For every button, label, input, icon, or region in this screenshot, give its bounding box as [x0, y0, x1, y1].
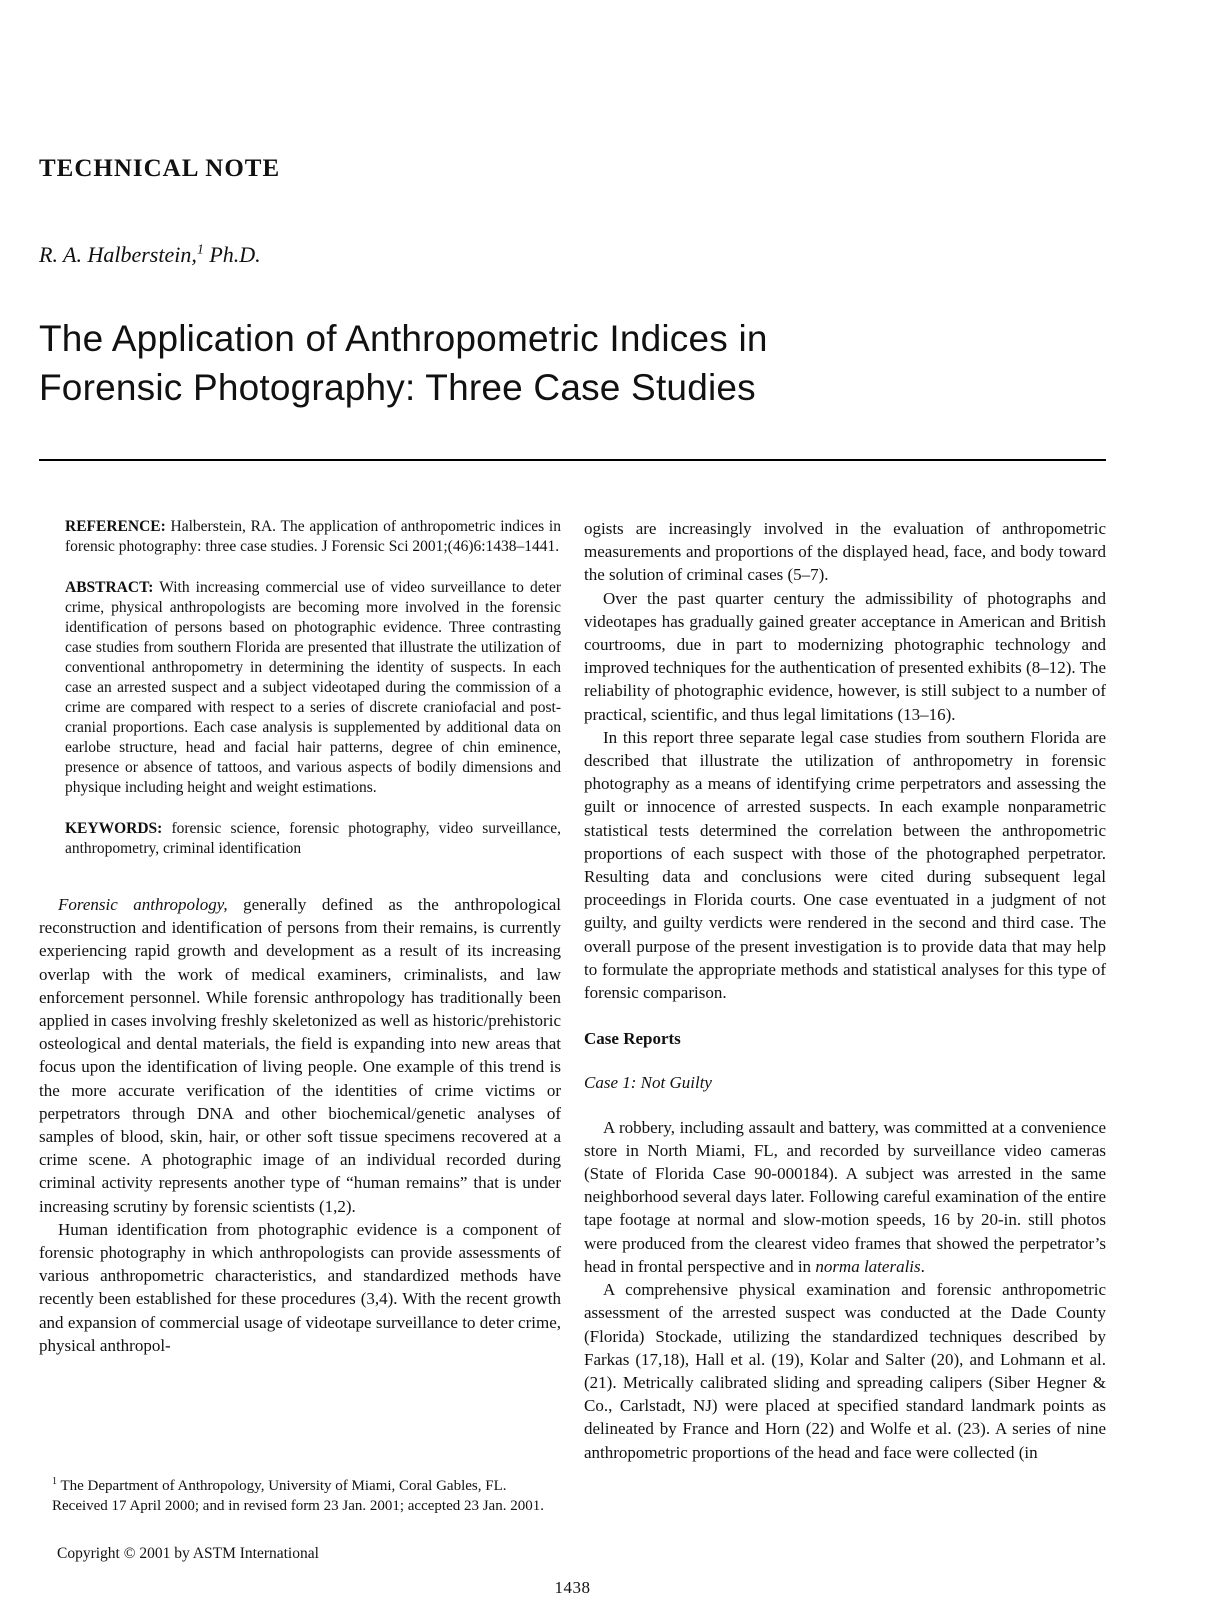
case-reports-heading: Case Reports [584, 1029, 681, 1049]
article-title-line-1: The Application of Anthropometric Indices in [39, 318, 768, 359]
footnote-marker: 1 [52, 1476, 57, 1487]
masthead [39, 155, 1106, 461]
author-footnote-marker: 1 [196, 242, 204, 258]
keywords-text: forensic science, forensic photography, video surveillance, anthropometry, criminal identification [65, 820, 561, 857]
body-paragraph-intro-text: generally defined as the anthropological reconstruction and identification of persons from their remains, is currently experiencing rapid growth and development as a result of its increasing overlap with the work of medical examiners, criminalists, and law enforcement personnel. While forensic anthropology has traditionally been applied in cases involving freshly skeletonized as well as historic/prehistoric osteological and dental materials, the field is expanding into new areas that focus upon the identification of living people. One example of this trend is the more accurate verification of the identities of crime victims or perpetrators through DNA and other biochemical/genetic analyses of samples of blood, skin, hair, or other soft tissue specimens recovered at a crime scene. A photographic image of an individual recorded during criminal activity represents another type of “human remains” that is under increasing scrutiny by forensic scientists (1,2). [39, 895, 561, 1216]
copyright-line: Copyright © 2001 by ASTM International [57, 1545, 319, 1562]
abstract-text: With increasing commercial use of video surveillance to deter crime, physical anthropologists are becoming more involved in the forensic identification of persons based on photographic evidence. Three contrasting case studies from southern Florida are presented that illustrate the utilization of conventional anthropometry in determining the identity of suspects. In each case an arrested suspect and a subject videotaped during the commission of a crime are compared with respect to a series of discrete craniofacial and post-cranial proportions. Each case analysis is supplemented by additional data on earlobe structure, head and facial hair patterns, degree of chin eminence, presence or absence of tattoos, and various aspects of bodily dimensions and physique including height and weight estimations. [65, 579, 561, 796]
reference-label: REFERENCE: [65, 518, 166, 535]
abstract-label: ABSTRACT: [65, 579, 154, 596]
reference-text: Halberstein, RA. The application of anthropometric indices in forensic photography: three case studies. J Forensic Sci 2001;(46)6:1438–1441. [65, 518, 561, 555]
body-paragraph-intro [39, 893, 561, 1218]
author-line [39, 242, 1106, 268]
two-column-body [39, 517, 1106, 1464]
body-paragraph-4: In this report three separate legal case studies from southern Florida are described that illustrate the utilization of anthropometry in forensic photography as a means of identifying crime perpetrators and assessing the guilt or innocence of arrested suspects. In each example nonparametric statistical tests determined the correlation between the anthropometric proportions of each suspect with those of the photographed perpetrator. Resulting data and conclusions were cited during subsequent legal proceedings in Florida courts. One case eventuated in a judgment of not guilty, and guilty verdicts were rendered in the second and third case. The overall purpose of the present investigation is to provide data that may help to formulate the appropriate methods and statistical analyses for this type of forensic comparison. [584, 727, 1106, 1003]
latin-term-italic: norma lateralis [815, 1256, 921, 1276]
body-paragraph-2: Human identification from photographic evidence is a component of forensic photography in which anthropologists can provide assessments of various anthropometric characteristics, and standardized methods have recently been established for these procedures (3,4). With the recent growth and expansion of commercial usage of videotape surveillance to deter crime, physical anthropol- [39, 1219, 561, 1355]
title-divider-rule [39, 459, 1106, 461]
front-matter [65, 517, 561, 859]
body-paragraph-5-end: . [920, 1256, 925, 1276]
author-degree: Ph.D. [203, 242, 261, 267]
author-footnote [39, 1477, 561, 1516]
reference-block [65, 517, 561, 557]
right-column [584, 517, 1106, 1464]
keywords-label: KEYWORDS: [65, 820, 163, 837]
body-paragraph-2-continuation: ogists are increasingly involved in the evaluation of anthropometric measurements and proportions of the displayed head, face, and body toward the solution of criminal cases (5–7). [584, 519, 1106, 585]
keywords-block [65, 819, 561, 859]
article-title-line-2: Forensic Photography: Three Case Studies [39, 367, 756, 408]
page-number: 1438 [554, 1578, 591, 1597]
footnote-affiliation-text: The Department of Anthropology, University of Miami, Coral Gables, FL. [57, 1478, 507, 1494]
article-title [39, 314, 1106, 412]
section-label: TECHNICAL NOTE [39, 155, 281, 182]
abstract-block [65, 578, 561, 798]
body-paragraph-6: A comprehensive physical examination and forensic anthropometric assessment of the arrested suspect was conducted at the Dade County (Florida) Stockade, utilizing the standardized techniques described by Farkas (17,18), Hall et al. (19), Kolar and Salter (20), and Lohmann et al. (21). Metrically calibrated sliding and spreading calipers (Siber Hegner & Co., Carlstadt, NJ) were placed at specified standard landmark points as delineated by France and Horn (22) and Wolfe et al. (23). A series of nine anthropometric proportions of the head and face were collected (in [584, 1280, 1106, 1462]
footnote-dates: Received 17 April 2000; and in revised form 23 Jan. 2001; accepted 23 Jan. 2001. [52, 1497, 544, 1514]
left-column [39, 517, 561, 1464]
body-paragraph-5 [584, 1116, 1106, 1278]
author-name: R. A. Halberstein, [39, 242, 197, 267]
body-paragraph-5-text: A robbery, including assault and battery, was committed at a convenience store in North Miami, FL, and recorded by surveillance video cameras (State of Florida Case 90-000184). A subject was arrested in the same neighborhood several days later. Following careful examination of the entire tape footage at normal and slow-motion speeds, 16 by 20-in. still photos were produced from the clearest video frames that showed the perpetrator’s head in frontal perspective and in [584, 1117, 1106, 1276]
lead-term-italic: Forensic anthropology, [58, 895, 228, 914]
body-paragraph-3: Over the past quarter century the admissibility of photographs and videotapes has gradually gained greater acceptance in American and British courtrooms, due in part to modernizing photographic technology and improved techniques for the authentication of presented exhibits (8–12). The reliability of photographic evidence, however, is still subject to a number of practical, scientific, and thus legal limitations (13–16). [584, 588, 1106, 724]
footnote-affiliation [39, 1477, 561, 1497]
case-1-heading: Case 1: Not Guilty [584, 1073, 712, 1093]
